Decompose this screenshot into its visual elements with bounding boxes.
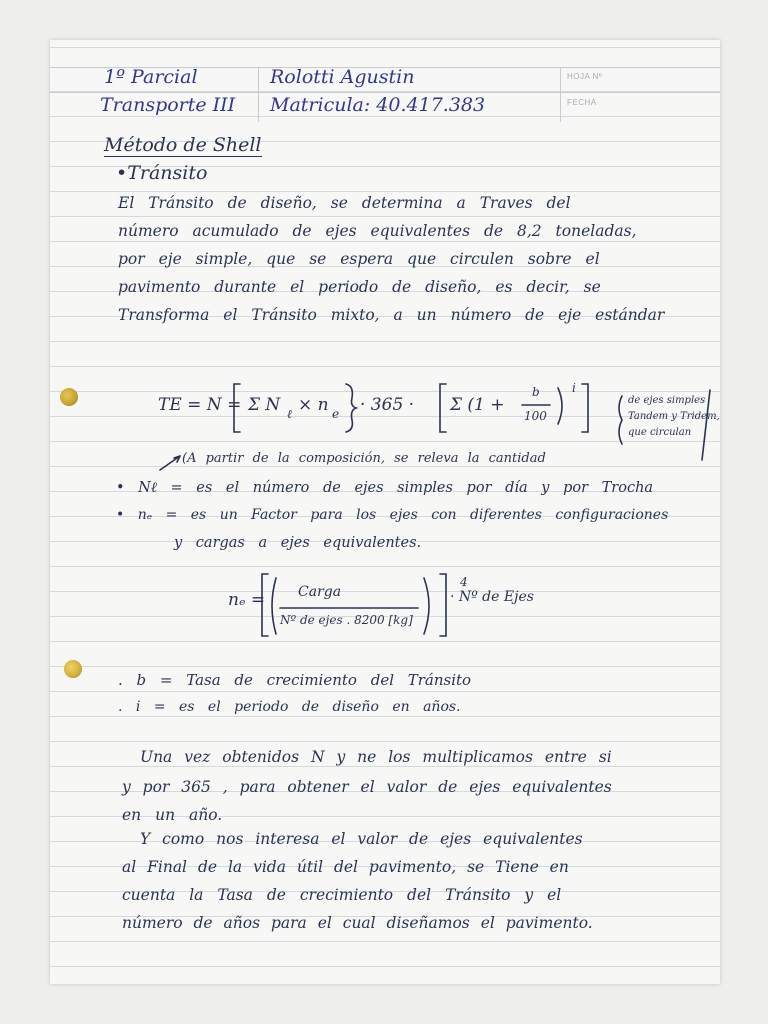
side-note-line-1: de ejes simples [628, 395, 706, 406]
formula-strokes [50, 40, 720, 984]
ne-inner-left-paren [272, 578, 276, 634]
ne-formula-exponent: 4 [460, 575, 468, 589]
student-id: Matricula: 40.417.383 [270, 94, 486, 116]
definition-ne-line-1: • nₑ = es un Factor para los ejes con diferentes configuraciones [116, 507, 669, 523]
formula-exponent: i [572, 381, 576, 395]
hoja-label: HOJA Nº [567, 72, 603, 81]
growth-left-bracket [440, 384, 446, 432]
formula-frac-num: b [532, 385, 540, 399]
closing-line-1: Una vez obtenidos N y ne los multiplicamos entre si [140, 748, 612, 766]
page-title: Método de Shell [104, 134, 262, 156]
formula-frac-den: 100 [524, 409, 547, 423]
ne-formula-denominator: Nº de ejes . 8200 [kg] [280, 613, 413, 627]
paragraph-line-2: número acumulado de ejes equivalentes de 8,2 toneladas, [118, 222, 637, 240]
paragraph-line-3: por eje simple, que se espera que circulen sobre el [118, 250, 600, 268]
ne-formula-numerator: Carga [298, 584, 342, 600]
closing-line-4: Y como nos interesa el valor de ejes equivalentes [140, 830, 583, 848]
side-note-line-3: que circulan [628, 427, 692, 438]
definition-b: . b = Tasa de crecimiento del Tránsito [118, 671, 472, 689]
growth-right-bracket [582, 384, 588, 432]
closing-line-5: al Final de la vida útil del pavimento, se Tiene en [122, 858, 569, 876]
formula-mid: · 365 · [360, 395, 415, 415]
notebook-page [50, 40, 720, 984]
student-name: Rolotti Agustin [270, 66, 415, 88]
formula-subscript-e: e [332, 407, 340, 421]
ne-formula-tail: · Nº de Ejes [450, 589, 534, 605]
side-note-brace [619, 396, 622, 444]
paragraph-line-5: Transforma el Tránsito mixto, a un número de eje estándar [118, 306, 665, 324]
ne-outer-right-bracket [440, 574, 446, 636]
closing-line-6: cuenta la Tasa de crecimiento del Tránsito y el [122, 886, 562, 904]
section-heading: •Tránsito [116, 162, 208, 184]
definition-ne-line-2: y cargas a ejes equivalentes. [174, 535, 422, 551]
closing-line-7: número de años para el cual diseñamos el pavimento. [122, 914, 593, 932]
definition-nl: • Nℓ = es el número de ejes simples por día y por Trocha [116, 480, 654, 496]
subject-line-2: Transporte III [100, 94, 236, 116]
ne-formula-lhs: nₑ = [228, 590, 266, 610]
paragraph-line-1: El Tránsito de diseño, se determina a Traves del [118, 194, 571, 212]
paragraph-line-4: pavimento durante el periodo de diseño, es decir, se [118, 278, 601, 296]
closing-line-2: y por 365 , para obtener el valor de ejes equivalentes [122, 778, 612, 796]
definition-i: . i = es el periodo de diseño en años. [118, 699, 461, 715]
main-right-brace [346, 384, 356, 432]
growth-close-paren [558, 388, 562, 424]
side-note-line-2: Tandem y Tridem, [628, 411, 720, 422]
composition-arrow [160, 456, 180, 470]
subject-line-1: 1º Parcial [104, 66, 198, 88]
formula-sum-term: Σ N [248, 395, 281, 415]
formula-subscript-l: ℓ [287, 407, 292, 421]
ne-inner-right-paren [424, 578, 429, 634]
formula-lhs: TE = N = [158, 395, 242, 415]
fecha-label: FECHA [567, 98, 597, 107]
ne-outer-left-bracket [262, 574, 268, 636]
closing-line-3: en un año. [122, 806, 223, 824]
main-left-bracket [234, 384, 240, 432]
side-note-right-stroke [702, 390, 710, 460]
composition-note: (A partir de la composición, se releva la cantidad [182, 451, 546, 466]
formula-times: × n [298, 395, 329, 415]
formula-growth: Σ (1 + [450, 395, 505, 415]
